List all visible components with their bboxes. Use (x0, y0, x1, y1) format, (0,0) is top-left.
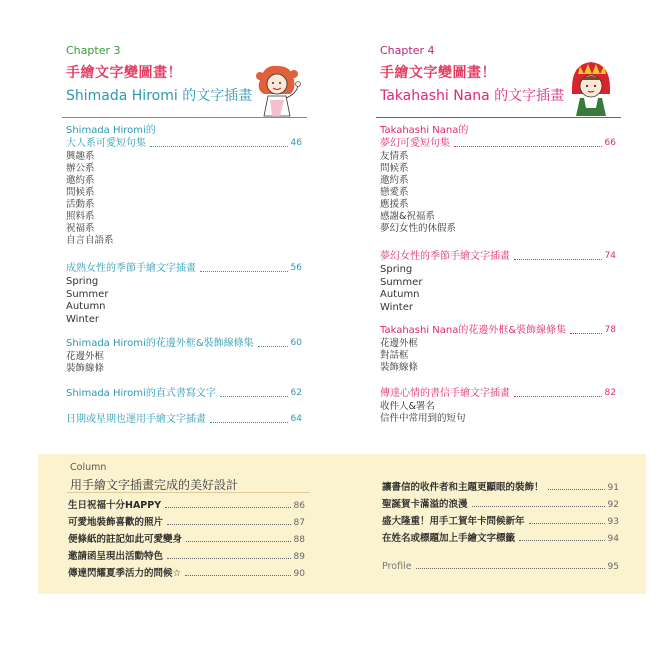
chapter-4-label: Chapter 4 (380, 44, 435, 57)
toc-item: 對話框 (380, 350, 409, 361)
section-heading: Takahashi Nana的花邊外框&裝飾線條集 (380, 325, 567, 336)
toc-section[interactable] (66, 387, 302, 400)
chapter-4-title-line1: 手繪文字變圖畫！ (380, 65, 496, 81)
toc-item: 信件中常用到的短句 (380, 413, 466, 424)
toc-item: 裝飾線條 (66, 363, 105, 374)
toc-item: 應援系 (380, 199, 409, 210)
profile-label: Profile (382, 561, 412, 572)
page-number: 60 (290, 338, 302, 348)
toc-item: 友情系 (380, 151, 409, 162)
column-list-left (68, 500, 305, 585)
page-number: 89 (293, 552, 305, 562)
toc-item: Spring (66, 276, 99, 287)
page-number: 87 (293, 518, 305, 528)
column-item-label: 聖誕賀卡滿溢的浪漫 (382, 499, 468, 510)
toc-section[interactable] (380, 324, 616, 374)
toc-section[interactable] (66, 124, 302, 247)
section-heading: 大人系可愛短句集 (66, 138, 146, 149)
page-number: 74 (604, 251, 616, 261)
column-item[interactable] (68, 517, 305, 528)
toc-section[interactable] (380, 124, 616, 235)
column-item-label: 邀請函呈現出活動特色 (68, 551, 164, 562)
girl-illustration-icon (250, 60, 302, 118)
toc-item: Summer (380, 276, 423, 288)
toc-item: 問候系 (66, 187, 95, 198)
section-heading: 夢幻女性的季節手繪文字插畫 (380, 251, 510, 262)
toc-item: 裝飾線條 (380, 362, 419, 373)
profile-item[interactable] (382, 561, 619, 572)
section-heading: Shimada Hiromi的 (66, 125, 156, 136)
toc-item: Winter (380, 301, 413, 313)
column-item-label: 盛大隆重！用手工賀年卡問候新年 (382, 516, 525, 527)
column-item[interactable] (68, 500, 305, 511)
toc-item: Summer (66, 288, 109, 300)
section-heading: Takahashi Nana的 (380, 125, 469, 136)
page-number: 66 (604, 138, 616, 148)
column-item-label: 可愛地裝飾喜歡的照片 (68, 517, 164, 528)
toc-section[interactable] (380, 250, 616, 314)
column-item-label: 傳達閃耀夏季活力的問候☆ (68, 568, 182, 579)
toc-item: 問候系 (380, 163, 409, 174)
toc-item: 花邊外框 (66, 351, 105, 362)
column-list-right (382, 482, 619, 578)
page-number: 78 (604, 325, 616, 335)
chapter-3-title-line1: 手繪文字變圖畫！ (66, 65, 182, 81)
column-item[interactable] (382, 516, 619, 527)
page-number: 82 (604, 388, 616, 398)
chapter-3-label: Chapter 3 (66, 44, 121, 57)
page-number: 93 (607, 517, 619, 527)
section-heading: 夢幻可愛短句集 (380, 138, 450, 149)
toc-item: Winter (66, 313, 99, 325)
page-number: 86 (293, 501, 305, 511)
chapter-4-title-line2: Takahashi Nana 的文字插畫 (380, 88, 565, 104)
column-item-label: 生日祝福十分HAPPY (68, 500, 162, 511)
toc-item: 辦公系 (66, 163, 95, 174)
column-item[interactable] (382, 533, 619, 544)
column-item-label: 便條紙的註記如此可愛變身 (68, 534, 183, 545)
section-heading: Shimada Hiromi的花邊外框&裝飾線條集 (66, 338, 254, 349)
page-number: 92 (607, 500, 619, 510)
page-number: 56 (290, 263, 302, 273)
page-number: 62 (290, 388, 302, 398)
section-heading: 成熟女性的季節手繪文字插畫 (66, 263, 196, 274)
toc-item: 祝福系 (66, 223, 95, 234)
toc-item: 照料系 (66, 211, 95, 222)
toc-section[interactable] (380, 387, 616, 425)
toc-item: Autumn (380, 289, 420, 301)
column-item[interactable] (68, 551, 305, 562)
column-item-label: 在姓名或標題加上手繪文字標籤 (382, 533, 516, 544)
toc-item: Autumn (66, 301, 106, 313)
toc-item: 感謝&祝福系 (380, 211, 435, 222)
column-label: Column (70, 462, 107, 473)
toc-item: 自言自語系 (66, 235, 114, 246)
toc-section[interactable] (66, 337, 302, 375)
toc-section[interactable] (66, 413, 302, 426)
section-heading: 日期或星期也運用手繪文字插畫 (66, 414, 206, 425)
column-item-label: 讓書信的收件者和主題更顯眼的裝飾！ (382, 482, 544, 493)
column-item[interactable] (68, 534, 305, 545)
chapter-3-title-line2: Shimada Hiromi 的文字插畫 (66, 88, 253, 104)
toc-item: 戀愛系 (380, 187, 409, 198)
toc-item: 收件人&署名 (380, 401, 435, 412)
page-number: 90 (293, 569, 305, 579)
toc-item: 夢幻女性的休假系 (380, 223, 457, 234)
page-number: 95 (607, 562, 619, 572)
column-divider (67, 492, 310, 493)
toc-item: 邀約系 (66, 175, 95, 186)
toc-item: 花邊外框 (380, 338, 419, 349)
page-number: 64 (290, 414, 302, 424)
page-number: 91 (607, 483, 619, 493)
toc-item: 興趣系 (66, 151, 95, 162)
toc-item: 活動系 (66, 199, 95, 210)
column-item[interactable] (382, 499, 619, 510)
section-heading: 傳達心情的書信手繪文字插畫 (380, 388, 510, 399)
column-item[interactable] (68, 568, 305, 579)
page-number: 94 (607, 534, 619, 544)
column-item[interactable] (382, 482, 619, 493)
toc-item: Spring (380, 264, 413, 275)
page-number: 46 (290, 138, 302, 148)
toc-item: 邀約系 (380, 175, 409, 186)
page-number: 88 (293, 535, 305, 545)
column-title: 用手繪文字插畫完成的美好設計 (70, 478, 239, 492)
girl-hood-illustration-icon (566, 58, 616, 118)
section-heading: Shimada Hiromi的直式書寫文字 (66, 388, 216, 399)
toc-section[interactable] (66, 262, 302, 326)
